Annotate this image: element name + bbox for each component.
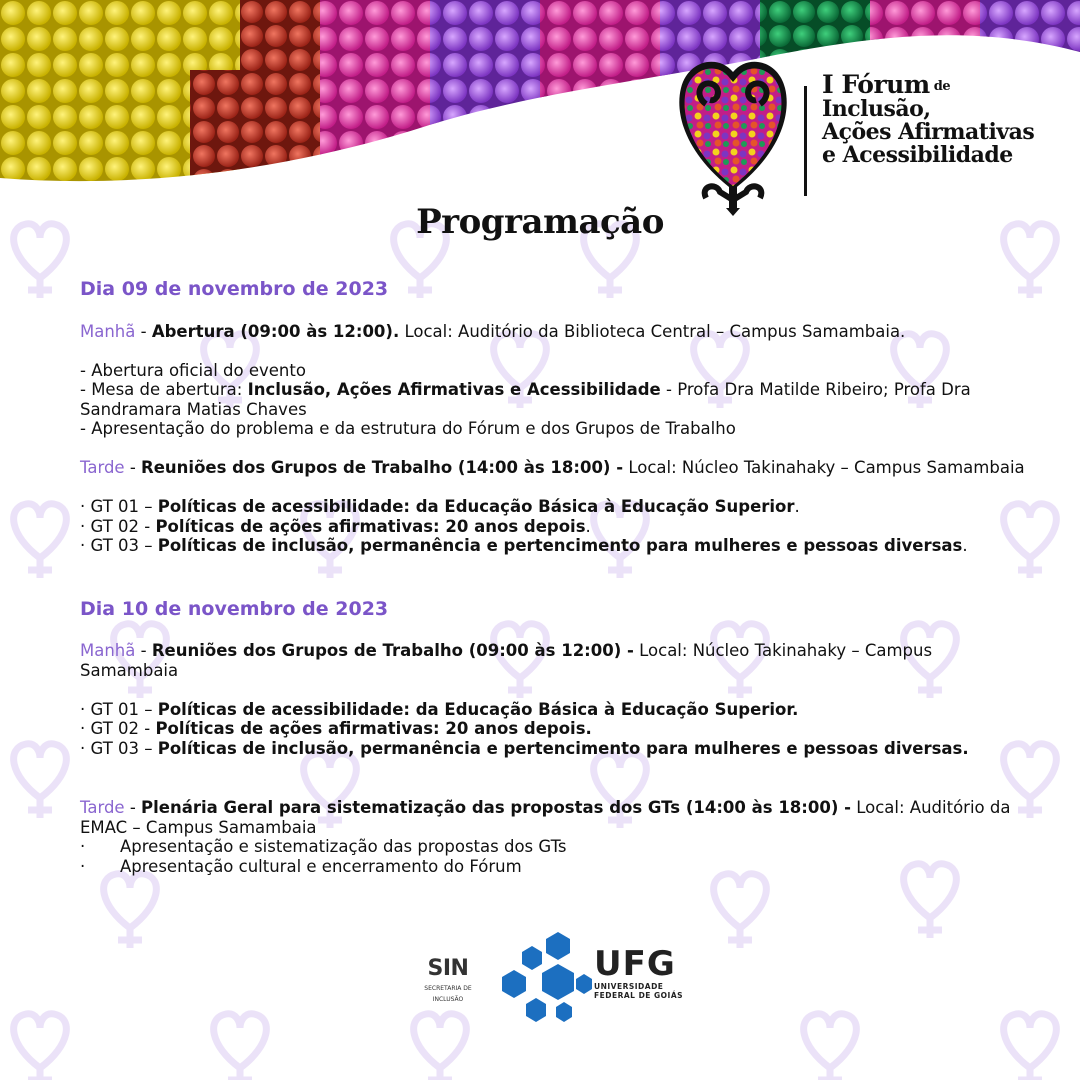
forum-logo xyxy=(676,58,1076,218)
item-text: Apresentação e sistematização das propostas dos GTs xyxy=(120,837,567,856)
item-rest: - Profa Dra Matilde Ribeiro; Profa Dra Sandramara Matias Chaves xyxy=(80,380,971,419)
session-location: Local: Auditório da EMAC – Campus Samambaia xyxy=(80,798,1011,837)
day2-afternoon-line xyxy=(80,798,1030,837)
period-label: Manhã xyxy=(80,321,136,341)
gt-suffix: . xyxy=(962,536,968,555)
day2-morning-line xyxy=(80,641,1030,680)
gt-item xyxy=(80,719,1030,739)
ufg-subtitle-1: UNIVERSIDADE xyxy=(594,982,664,991)
logo-de-text: de xyxy=(933,78,951,94)
day1-title: Dia 09 de novembro de 2023 xyxy=(80,278,389,300)
logo-line-acessibilidade: e Acessibilidade xyxy=(822,142,1013,169)
sin-logo xyxy=(418,956,478,1003)
separator: - xyxy=(135,641,152,660)
session-location: Local: Núcleo Takinahaky – Campus Samambaia xyxy=(623,458,1025,477)
day2-title: Dia 10 de novembro de 2023 xyxy=(80,597,389,620)
gt-item xyxy=(80,739,1030,759)
gt-item xyxy=(80,517,1030,537)
gt-title: Políticas de ações afirmativas: 20 anos depois. xyxy=(155,719,592,738)
gt-prefix: · GT 03 – xyxy=(80,536,158,555)
ufg-name: UFG xyxy=(594,944,676,984)
bullet-icon: · xyxy=(80,856,86,876)
session-title: Reuniões dos Grupos de Trabalho (09:00 às 12:00) - xyxy=(151,641,634,660)
gt-item xyxy=(80,700,1030,720)
period-label: Tarde xyxy=(80,798,125,817)
gt-prefix: · GT 02 - xyxy=(80,516,156,536)
sin-logo-text: SIN xyxy=(427,956,469,981)
ufg-subtitle-2: FEDERAL DE GOIÁS xyxy=(594,991,684,1000)
schedule-content xyxy=(80,276,1030,876)
logo-line-inclusao: Inclusão, xyxy=(822,96,931,123)
separator: - xyxy=(135,321,152,341)
separator: - xyxy=(124,458,142,477)
item-prefix: - Mesa de abertura: xyxy=(80,380,248,399)
logo-forum-text: I Fórum xyxy=(822,70,930,99)
separator: - xyxy=(124,798,142,817)
gt-prefix: · GT 01 – xyxy=(80,699,158,719)
gt-suffix: . xyxy=(585,516,591,536)
logo-line-forum xyxy=(822,72,1034,98)
gt-title: Políticas de inclusão, permanência e pertencimento para mulheres e pessoas diversas xyxy=(157,536,963,555)
list-item xyxy=(80,837,1030,857)
bullet-icon: · xyxy=(80,837,86,856)
logo-line-acoes: Ações Afirmativas xyxy=(822,119,1035,146)
gt-title: Políticas de acessibilidade: da Educação Básica à Educação Superior. xyxy=(157,699,799,719)
ufg-logo-text xyxy=(594,946,683,1000)
day1-afternoon-line xyxy=(80,458,1030,478)
page-title: Programação xyxy=(416,202,664,242)
gt-title: Políticas de acessibilidade: da Educação Básica à Educação Superior xyxy=(157,497,795,516)
gt-title: Políticas de ações afirmativas: 20 anos depois xyxy=(155,516,586,536)
session-location: Local: Núcleo Takinahaky – Campus Samambaia xyxy=(80,641,933,680)
gt-prefix: · GT 01 – xyxy=(80,497,158,516)
session-title: Plenária Geral para sistematização das propostas dos GTs (14:00 às 18:00) - xyxy=(141,798,851,817)
gt-prefix: · GT 03 – xyxy=(80,738,158,758)
list-item xyxy=(80,380,1030,419)
period-label: Manhã xyxy=(80,641,136,660)
gt-title: Políticas de inclusão, permanência e pertencimento para mulheres e pessoas diversas. xyxy=(157,738,969,758)
item-bold: Inclusão, Ações Afirmativas e Acessibilidade xyxy=(247,380,661,399)
day1-morning-line xyxy=(80,322,1030,342)
sin-subtitle-2: INCLUSÃO xyxy=(432,996,464,1003)
session-title: Reuniões dos Grupos de Trabalho (14:00 às 18:00) - xyxy=(141,458,624,477)
gt-item xyxy=(80,536,1030,556)
list-item: - Apresentação do problema e da estrutura do Fórum e dos Grupos de Trabalho xyxy=(80,419,736,438)
gt-prefix: · GT 02 - xyxy=(80,719,156,738)
period-label: Tarde xyxy=(80,458,125,477)
item-text: Apresentação cultural e encerramento do Fórum xyxy=(120,856,522,876)
sin-subtitle-1: SECRETARIA DE xyxy=(424,985,472,992)
list-item: - Abertura oficial do evento xyxy=(80,360,306,380)
footer-logos xyxy=(418,928,688,1024)
list-item xyxy=(80,857,1030,877)
logo-text xyxy=(822,72,1034,168)
sankofa-heart-icon xyxy=(676,58,790,216)
ufg-hexagon-icon xyxy=(498,928,594,1024)
gt-suffix: . xyxy=(794,497,800,516)
session-location: Local: Auditório da Biblioteca Central – Campus Samambaia. xyxy=(399,321,906,341)
session-title: Abertura (09:00 às 12:00). xyxy=(151,321,400,341)
gt-item xyxy=(80,497,1030,517)
logo-divider xyxy=(804,86,807,196)
